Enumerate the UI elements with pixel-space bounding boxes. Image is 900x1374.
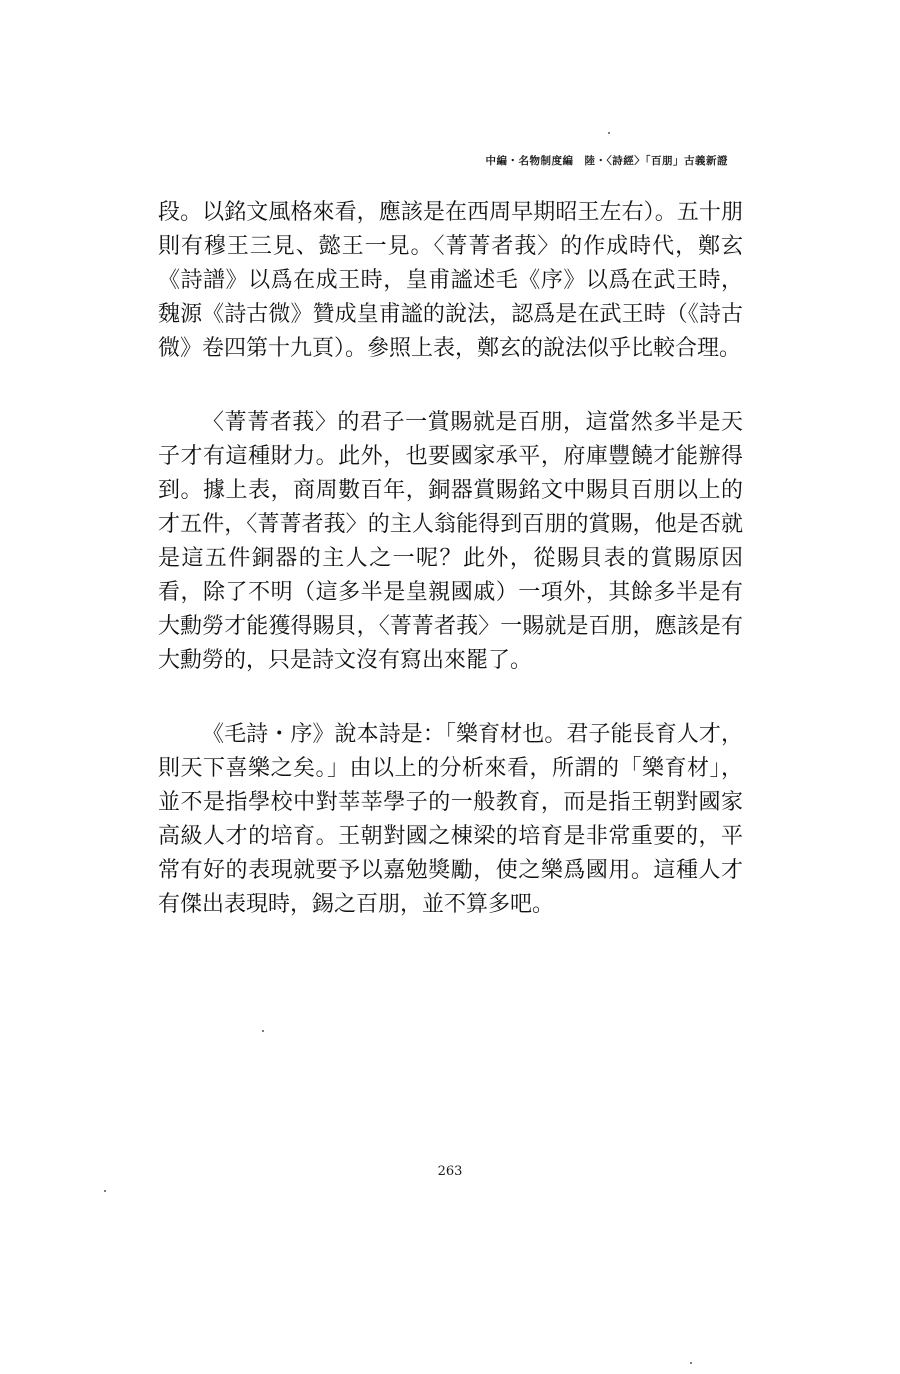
paragraph: 〈菁菁者莪〉的君子一賞賜就是百朋，這當然多半是天子才有這種財力。此外，也要國家承平，府庫豐饒才能辦得到。據上表，商周數百年，銅器賞賜銘文中賜貝百朋以上的才五件，〈菁菁者莪〉的主人翁能得到百朋的賞賜，他是否就是這五件銅器的主人之一呢？此外，從賜貝表的賞賜原因看，除了不明（這多半是皇親國戚）一項外，其餘多半是有大勳勞才能獲得賜貝，〈菁菁者莪〉一賜就是百朋，應該是有大勳勞的，只是詩文沒有寫出來罷了。 <box>158 410 743 673</box>
page-number: 263 <box>437 1164 463 1179</box>
running-head: 中編・名物制度編 陸・〈詩經〉「百朋」古義新證 <box>485 155 728 167</box>
paragraph: 《毛詩・序》說本詩是：「樂育材也。君子能長育人才，則天下喜樂之矣。」由以上的分析來看，所謂的「樂育材」，並不是指學校中對莘莘學子的一般教育，而是指王朝對國家高級人才的培育。王朝對國之棟梁的培育是非常重要的，平常有好的表現就要予以嘉勉獎勵，使之樂爲國用。這種人才有傑出表現時，錫之百朋，並不算多吧。 <box>158 722 743 917</box>
paragraph-continued: 段。以銘文風格來看，應該是在西周早期昭王左右）。五十朋則有穆王三見、懿王一見。〈菁菁者莪〉的作成時代，鄭玄《詩譜》以爲在成王時，皇甫謐述毛《序》以爲在武王時，魏源《詩古微》贊成皇甫謐的說法，認爲是在武王時（《詩古微》卷四第十九頁）。參照上表，鄭玄的說法似乎比較合理。 <box>158 200 743 361</box>
scan-speck <box>608 132 610 134</box>
body-text <box>158 196 743 922</box>
scan-speck <box>104 1190 106 1192</box>
scan-speck <box>262 1030 264 1032</box>
scan-speck <box>690 1362 692 1364</box>
